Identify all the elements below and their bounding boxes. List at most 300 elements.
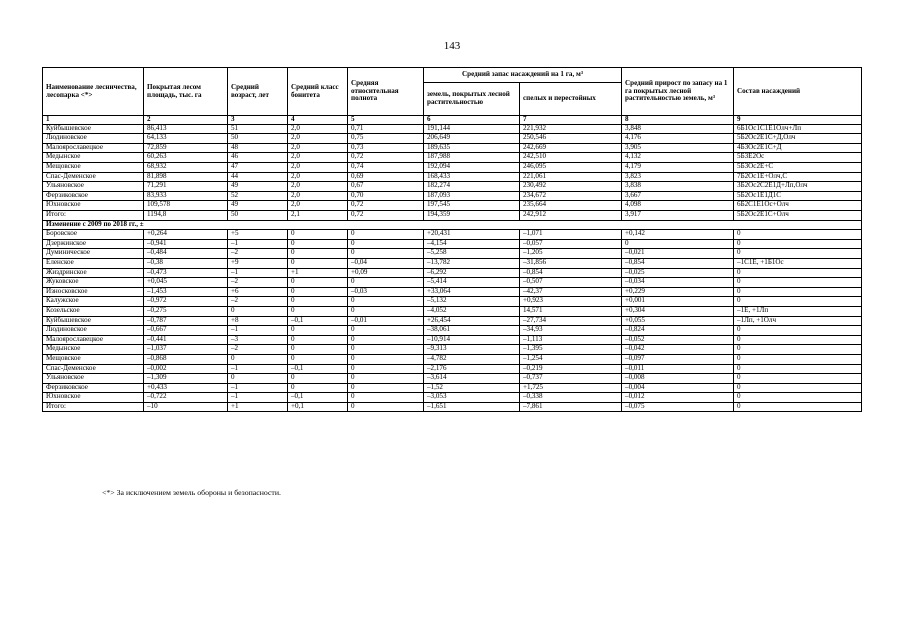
table-cell: 0 <box>734 230 862 240</box>
row-label-cell: Малоярославецкое <box>43 143 144 153</box>
table-cell: –3 <box>228 335 288 345</box>
row-label-cell: Мещовское <box>43 163 144 173</box>
table-cell: 72,859 <box>144 143 228 153</box>
table-cell: 50 <box>228 211 288 221</box>
table-cell: –5,132 <box>424 297 520 307</box>
table-cell: 0 <box>734 383 862 393</box>
row-label-cell: Людиновское <box>43 326 144 336</box>
table-cell: –0,1 <box>288 393 348 403</box>
table-cell: 0 <box>288 326 348 336</box>
table-cell: 44 <box>228 172 288 182</box>
table-cell: 242,510 <box>520 153 622 163</box>
table-cell: –0,787 <box>144 316 228 326</box>
table-cell: –5,414 <box>424 278 520 288</box>
table-row <box>43 364 862 374</box>
table-cell: –1,453 <box>144 287 228 297</box>
table-row <box>43 191 862 201</box>
table-cell: 168,433 <box>424 172 520 182</box>
table-cell: –38,061 <box>424 326 520 336</box>
table-cell: 49 <box>228 182 288 192</box>
table-cell: –1 <box>228 364 288 374</box>
table-cell: –0,021 <box>622 249 734 259</box>
table-cell: 221,061 <box>520 172 622 182</box>
table-cell: 206,649 <box>424 134 520 144</box>
table-row <box>43 287 862 297</box>
table-row <box>43 153 862 163</box>
table-cell: 0 <box>622 239 734 249</box>
row-label-cell: Мещовское <box>43 354 144 364</box>
table-cell: 7Б2Ос1Е+Олч,С <box>734 172 862 182</box>
table-cell: 109,578 <box>144 201 228 211</box>
table-cell: 5Б3Е2Ос <box>734 153 862 163</box>
table-cell: 3,848 <box>622 124 734 134</box>
table-cell: 83,933 <box>144 191 228 201</box>
table-cell: +0,055 <box>622 316 734 326</box>
table-cell: 250,546 <box>520 134 622 144</box>
table-cell: –0,854 <box>520 268 622 278</box>
column-number: 2 <box>144 116 228 125</box>
table-cell: +33,064 <box>424 287 520 297</box>
table-cell: 221,932 <box>520 124 622 134</box>
table-cell: 49 <box>228 201 288 211</box>
row-label-cell: Юхновское <box>43 393 144 403</box>
table-cell: –0,275 <box>144 306 228 316</box>
table-cell: 14,571 <box>520 306 622 316</box>
table-cell: –2,176 <box>424 364 520 374</box>
table-cell: 5Б2Ос2Е1С+Олч <box>734 211 862 221</box>
table-cell: 230,492 <box>520 182 622 192</box>
table-cell: 189,635 <box>424 143 520 153</box>
table-row <box>43 239 862 249</box>
header-relative-density: Средняя относительная полнота <box>348 68 424 116</box>
table-cell: 0 <box>288 239 348 249</box>
header-stock-mature: спелых и перестойных <box>520 83 622 116</box>
table-cell: +0,09 <box>348 268 424 278</box>
table-cell: 0 <box>288 383 348 393</box>
table-cell: 191,144 <box>424 124 520 134</box>
table-cell: –0,824 <box>622 326 734 336</box>
table-cell: –13,782 <box>424 258 520 268</box>
table-cell: 194,359 <box>424 211 520 221</box>
table-cell: 0 <box>348 374 424 384</box>
table-cell: 6Б2С1Е1Ос+Олч <box>734 201 862 211</box>
column-number: 9 <box>734 116 862 125</box>
table-cell: 5Б2Ос1Е1Д1С <box>734 191 862 201</box>
table-cell: –0,473 <box>144 268 228 278</box>
row-label-cell: Дзержинское <box>43 239 144 249</box>
row-label-cell: Людиновское <box>43 134 144 144</box>
table-cell: 0 <box>734 278 862 288</box>
table-row <box>43 143 862 153</box>
table-cell: 0 <box>348 239 424 249</box>
table-cell: –4,154 <box>424 239 520 249</box>
table-cell: 0,67 <box>348 182 424 192</box>
row-label-cell: Козельское <box>43 306 144 316</box>
table-cell: 0 <box>734 287 862 297</box>
table-cell: –0,941 <box>144 239 228 249</box>
table-cell: 0 <box>348 326 424 336</box>
table-row <box>43 124 862 134</box>
table-cell: –0,868 <box>144 354 228 364</box>
table-cell: 197,545 <box>424 201 520 211</box>
table-cell: 0 <box>288 335 348 345</box>
row-label-cell: Ферзиковское <box>43 191 144 201</box>
table-cell: –2 <box>228 297 288 307</box>
table-body-change <box>43 230 862 412</box>
table-cell: –0,219 <box>520 364 622 374</box>
row-label-cell: Жиздринское <box>43 268 144 278</box>
table-row <box>43 230 862 240</box>
table-cell: 0 <box>288 249 348 259</box>
table-cell: 0 <box>734 335 862 345</box>
table-cell: 0 <box>348 393 424 403</box>
row-label-cell: Куйбышевское <box>43 316 144 326</box>
table-cell: +1 <box>228 402 288 412</box>
column-number: 1 <box>43 116 144 125</box>
table-cell: +0,142 <box>622 230 734 240</box>
table-cell: 0,73 <box>348 143 424 153</box>
column-number: 8 <box>622 116 734 125</box>
table-cell: 0 <box>348 354 424 364</box>
table-cell: 0,72 <box>348 201 424 211</box>
table-cell: 0 <box>348 345 424 355</box>
table-cell: –1 <box>228 239 288 249</box>
table-cell: –1,037 <box>144 345 228 355</box>
table-cell: 68,932 <box>144 163 228 173</box>
table-cell: –2 <box>228 249 288 259</box>
table-cell: 60,263 <box>144 153 228 163</box>
row-label-cell: Ульяновское <box>43 374 144 384</box>
row-label-cell: Ферзиковское <box>43 383 144 393</box>
table-cell: +0,229 <box>622 287 734 297</box>
table-row <box>43 134 862 144</box>
table-cell: –31,856 <box>520 258 622 268</box>
table-cell: 2,0 <box>288 172 348 182</box>
table-cell: 187,988 <box>424 153 520 163</box>
table-cell: –4,052 <box>424 306 520 316</box>
column-number: 3 <box>228 116 288 125</box>
table-row <box>43 201 862 211</box>
table-cell: +1,725 <box>520 383 622 393</box>
row-label-cell: Итого: <box>43 211 144 221</box>
table-cell: –1 <box>228 393 288 403</box>
table-cell: –9,313 <box>424 345 520 355</box>
table-cell: 0,72 <box>348 153 424 163</box>
table-cell: –0,722 <box>144 393 228 403</box>
table-cell: 2,0 <box>288 163 348 173</box>
table-row <box>43 306 862 316</box>
row-label-cell: Итого: <box>43 402 144 412</box>
table-cell: 86,413 <box>144 124 228 134</box>
table-cell: –10,914 <box>424 335 520 345</box>
table-cell: 0 <box>288 278 348 288</box>
row-label-cell: Еленское <box>43 258 144 268</box>
table-cell: –0,004 <box>622 383 734 393</box>
header-average-increment: Средний прирост по запасу на 1 га покрытых лесной растительностью земель, м³ <box>622 68 734 116</box>
table-cell: –2 <box>228 278 288 288</box>
table-cell: 242,912 <box>520 211 622 221</box>
table-cell: –0,011 <box>622 364 734 374</box>
table-cell: 0 <box>228 374 288 384</box>
row-label-cell: Боровское <box>43 230 144 240</box>
table-row <box>43 393 862 403</box>
table-cell: –0,03 <box>348 287 424 297</box>
table-cell: –27,734 <box>520 316 622 326</box>
table-cell: –10 <box>144 402 228 412</box>
row-label-cell: Спас-Деменское <box>43 172 144 182</box>
column-number: 4 <box>288 116 348 125</box>
table-cell: 0,74 <box>348 163 424 173</box>
table-cell: +0,045 <box>144 278 228 288</box>
table-cell: –1,205 <box>520 249 622 259</box>
table-cell: 0 <box>288 258 348 268</box>
table-cell: –0,097 <box>622 354 734 364</box>
table-cell: 4Б3Ос2Е1С+Д <box>734 143 862 153</box>
table-row <box>43 383 862 393</box>
table-cell: –7,861 <box>520 402 622 412</box>
table-cell: 4,176 <box>622 134 734 144</box>
table-cell: 52 <box>228 191 288 201</box>
table-cell: 0,71 <box>348 124 424 134</box>
table-cell: +8 <box>228 316 288 326</box>
table-cell: –6,292 <box>424 268 520 278</box>
table-cell: 0 <box>734 249 862 259</box>
table-row <box>43 316 862 326</box>
table-cell: –0,01 <box>348 316 424 326</box>
table-cell: –1Лп, +1Олч <box>734 316 862 326</box>
table-cell: 47 <box>228 163 288 173</box>
table-cell: 0 <box>288 345 348 355</box>
table-row <box>43 163 862 173</box>
table-cell: –1,395 <box>520 345 622 355</box>
table-cell: +0,433 <box>144 383 228 393</box>
table-cell: –1,254 <box>520 354 622 364</box>
table-cell: –0,854 <box>622 258 734 268</box>
table-cell: –1 <box>228 268 288 278</box>
table-row <box>43 268 862 278</box>
table-cell: +26,454 <box>424 316 520 326</box>
row-label-cell: Медынское <box>43 153 144 163</box>
forest-stand-table <box>42 67 862 412</box>
table-cell: 3,823 <box>622 172 734 182</box>
table-row <box>43 172 862 182</box>
column-number: 6 <box>424 116 520 125</box>
table-cell: –0,1 <box>288 364 348 374</box>
table-cell: –34,93 <box>520 326 622 336</box>
row-label-cell: Износковское <box>43 287 144 297</box>
table-cell: +0,264 <box>144 230 228 240</box>
table-row <box>43 374 862 384</box>
table-cell: –1,071 <box>520 230 622 240</box>
table-cell: 182,274 <box>424 182 520 192</box>
table-cell: 0 <box>734 354 862 364</box>
table-cell: 2,0 <box>288 191 348 201</box>
table-cell: 0 <box>288 306 348 316</box>
table-cell: 0 <box>288 297 348 307</box>
table-cell: +0,923 <box>520 297 622 307</box>
table-cell: 5Б2Ос2Е1С+Д,Олч <box>734 134 862 144</box>
table-cell: –0,338 <box>520 393 622 403</box>
table-cell: 2,0 <box>288 182 348 192</box>
table-cell: –3,614 <box>424 374 520 384</box>
table-cell: –0,972 <box>144 297 228 307</box>
table-body-current <box>43 124 862 220</box>
section-row <box>43 220 862 230</box>
table-cell: 0 <box>734 345 862 355</box>
table-cell: –0,1 <box>288 316 348 326</box>
table-row <box>43 354 862 364</box>
table-cell: 1194,8 <box>144 211 228 221</box>
table-row <box>43 249 862 259</box>
table-cell: –0,008 <box>622 374 734 384</box>
table-cell: +5 <box>228 230 288 240</box>
header-composition: Состав насаждений <box>734 68 862 116</box>
table-cell: +0,304 <box>622 306 734 316</box>
header-forest-area: Покрытая лесом площадь, тыс. га <box>144 68 228 116</box>
table-cell: –1С1Е, +1Б1Ос <box>734 258 862 268</box>
table-cell: 2,1 <box>288 211 348 221</box>
table-cell: 81,898 <box>144 172 228 182</box>
table-cell: 50 <box>228 134 288 144</box>
table-cell: +6 <box>228 287 288 297</box>
table-cell: 0 <box>348 364 424 374</box>
table-cell: 235,664 <box>520 201 622 211</box>
table-cell: 2,0 <box>288 124 348 134</box>
table-cell: +0,1 <box>288 402 348 412</box>
table-row <box>43 211 862 221</box>
table-row <box>43 182 862 192</box>
table-cell: –5,258 <box>424 249 520 259</box>
table-cell: 0 <box>348 402 424 412</box>
row-label-cell: Жуковское <box>43 278 144 288</box>
table-cell: 4,132 <box>622 153 734 163</box>
table-cell: –3,053 <box>424 393 520 403</box>
table-cell: –4,782 <box>424 354 520 364</box>
table-cell: –0,034 <box>622 278 734 288</box>
header-forestry-name: Наименование лесничества, лесопарка <*> <box>43 68 144 116</box>
table-cell: –1 <box>228 326 288 336</box>
row-label-cell: Калужское <box>43 297 144 307</box>
table-cell: –2 <box>228 345 288 355</box>
table-cell: 3,917 <box>622 211 734 221</box>
table-cell: +20,431 <box>424 230 520 240</box>
table-cell: 0 <box>348 297 424 307</box>
table-cell: 64,133 <box>144 134 228 144</box>
column-number-row <box>43 116 862 125</box>
table-cell: –0,012 <box>622 393 734 403</box>
row-label-cell: Малоярославецкое <box>43 335 144 345</box>
table-cell: –0,042 <box>622 345 734 355</box>
page-number: 143 <box>443 40 461 52</box>
row-label-cell: Ульяновское <box>43 182 144 192</box>
column-number: 5 <box>348 116 424 125</box>
table-row <box>43 278 862 288</box>
table-cell: 187,093 <box>424 191 520 201</box>
table-cell: –1,113 <box>520 335 622 345</box>
header-stock-group: Средний запас насаждений на 1 га, м³ <box>424 68 622 83</box>
table-row <box>43 335 862 345</box>
table-cell: –0,04 <box>348 258 424 268</box>
table-cell: 0,72 <box>348 211 424 221</box>
table-cell: 0 <box>348 383 424 393</box>
table-cell: 0 <box>228 354 288 364</box>
table-cell: –0,025 <box>622 268 734 278</box>
table-cell: +1 <box>288 268 348 278</box>
table-cell: 3,905 <box>622 143 734 153</box>
table-cell: –1,651 <box>424 402 520 412</box>
table-row <box>43 258 862 268</box>
table-row <box>43 402 862 412</box>
table-cell: –0,052 <box>622 335 734 345</box>
table-cell: –1Е, +1Лп <box>734 306 862 316</box>
table-cell: –0,737 <box>520 374 622 384</box>
table-cell: 2,0 <box>288 134 348 144</box>
table-row <box>43 345 862 355</box>
table-cell: –0,38 <box>144 258 228 268</box>
table-cell: 192,094 <box>424 163 520 173</box>
table-cell: 3Б2Ос2С2Е1Д+Лп,Олч <box>734 182 862 192</box>
table-cell: 0 <box>348 230 424 240</box>
table-cell: –1,309 <box>144 374 228 384</box>
table-cell: 0 <box>288 287 348 297</box>
table-row <box>43 326 862 336</box>
table-cell: –0,057 <box>520 239 622 249</box>
table-cell: 6Б1Ос1С1Е1Олч+Лп <box>734 124 862 134</box>
table-cell: 48 <box>228 143 288 153</box>
table-cell: 0 <box>734 402 862 412</box>
table-cell: 2,0 <box>288 201 348 211</box>
table-cell: 0,69 <box>348 172 424 182</box>
table-cell: 4,098 <box>622 201 734 211</box>
table-cell: 51 <box>228 124 288 134</box>
row-label-cell: Спас-Деменское <box>43 364 144 374</box>
table-cell: 0 <box>348 278 424 288</box>
table-cell: 246,095 <box>520 163 622 173</box>
table-cell: –0,507 <box>520 278 622 288</box>
table-cell: –0,667 <box>144 326 228 336</box>
table-cell: 234,672 <box>520 191 622 201</box>
table-cell: –0,075 <box>622 402 734 412</box>
table-cell: 0,75 <box>348 134 424 144</box>
table-cell: 0 <box>288 374 348 384</box>
footnote: <*> За исключением земель обороны и безопасности. <box>102 488 281 497</box>
header-stock-forested: земель, покрытых лесной растительностью <box>424 83 520 116</box>
table-cell: 2,0 <box>288 153 348 163</box>
column-number: 7 <box>520 116 622 125</box>
table-row <box>43 297 862 307</box>
table-cell: 4,179 <box>622 163 734 173</box>
row-label-cell: Куйбышевское <box>43 124 144 134</box>
table-cell: 0 <box>734 374 862 384</box>
header-bonitet-class: Средний класс бонитета <box>288 68 348 116</box>
table-cell: 0 <box>734 364 862 374</box>
row-label-cell: Думиническое <box>43 249 144 259</box>
table-cell: 0 <box>734 326 862 336</box>
table-cell: 0 <box>288 354 348 364</box>
row-label-cell: Медынское <box>43 345 144 355</box>
section-label: Изменение с 2009 по 2018 гг., ± <box>43 220 862 230</box>
table-cell: 0 <box>348 249 424 259</box>
table-cell: 46 <box>228 153 288 163</box>
table-cell: 0,70 <box>348 191 424 201</box>
table-cell: 2,0 <box>288 143 348 153</box>
table-cell: +9 <box>228 258 288 268</box>
table-cell: 0 <box>288 230 348 240</box>
table-cell: –1,52 <box>424 383 520 393</box>
table-cell: 0 <box>734 393 862 403</box>
table-cell: 0 <box>734 268 862 278</box>
table-cell: –0,484 <box>144 249 228 259</box>
